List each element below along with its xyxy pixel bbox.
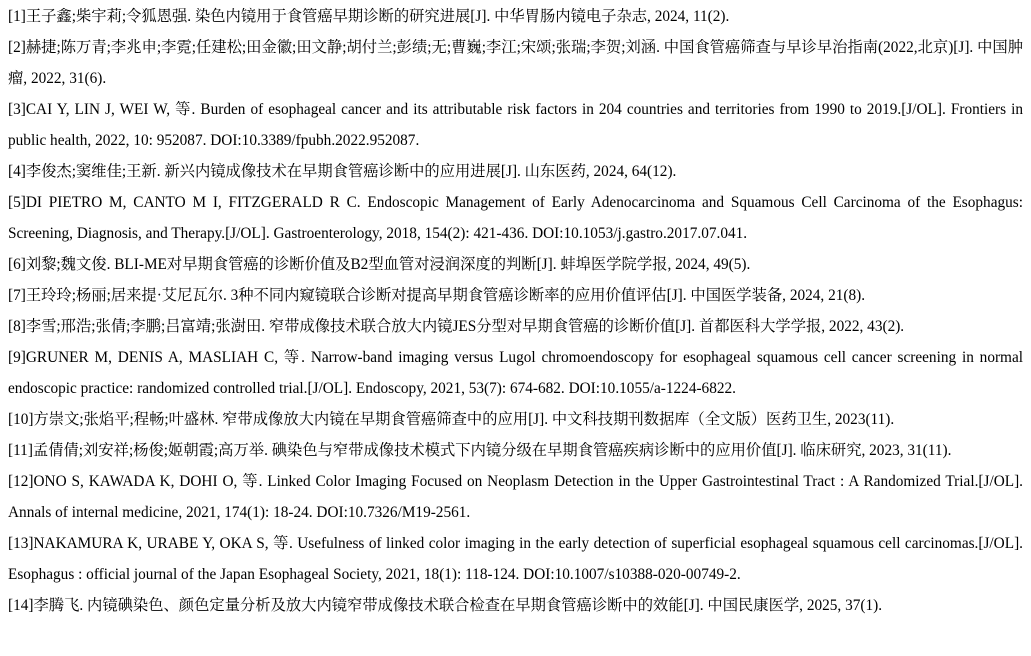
reference-item-2: [2]赫捷;陈万青;李兆申;李霓;任建松;田金徽;田文静;胡付兰;彭绩;无;曹巍;李江;宋颂;张瑞;李贺;刘涵. 中国食管癌筛查与早诊早治指南(2022,北京)[J]. 中国肿瘤, 2022, 31(6). [8, 39, 1023, 87]
reference-item-11: [11]孟倩倩;刘安祥;杨俊;姬朝霞;高万举. 碘染色与窄带成像技术模式下内镜分级在早期食管癌疾病诊断中的应用价值[J]. 临床研究, 2023, 31(11). [8, 442, 952, 459]
reference-item-8: [8]李雪;邢浩;张倩;李鹏;吕富靖;张澍田. 窄带成像技术联合放大内镜JES分型对早期食管癌的诊断价值[J]. 首都医科大学学报, 2022, 43(2). [8, 318, 905, 335]
reference-item-12: [12]ONO S, KAWADA K, DOHI O, 等. Linked Color Imaging Focused on Neoplasm Detection in the Upper Gastrointestinal Tract : A Randomized Trial.[J/OL]. Annals of internal medicine, 2021, 174(1): 18-24. DOI:10.7326/M19-2561. [8, 473, 1023, 521]
reference-item-7: [7]王玲玲;杨丽;居来提·艾尼瓦尔. 3种不同内窥镜联合诊断对提高早期食管癌诊断率的应用价值评估[J]. 中国医学装备, 2024, 21(8). [8, 287, 866, 304]
reference-item-5: [5]DI PIETRO M, CANTO M I, FITZGERALD R C. Endoscopic Management of Early Adenocarcinoma and Squamous Cell Carcinoma of the Esophagus: Screening, Diagnosis, and Therapy.[J/OL]. Gastroenterology, 2018, 154(2): 421-436. DOI:10.1053/j.gastro.2017.07.041. [8, 194, 1023, 242]
reference-item-4: [4]李俊杰;窦维佳;王新. 新兴内镜成像技术在早期食管癌诊断中的应用进展[J]. 山东医药, 2024, 64(12). [8, 163, 677, 180]
reference-item-3: [3]CAI Y, LIN J, WEI W, 等. Burden of esophageal cancer and its attributable risk factors in 204 countries and territories from 1990 to 2019.[J/OL]. Frontiers in public health, 2022, 10: 952087. DOI:10.3389/fpubh.2022.952087. [8, 101, 1023, 149]
reference-item-10: [10]方崇文;张焰平;程畅;叶盛林. 窄带成像放大内镜在早期食管癌筛查中的应用[J]. 中文科技期刊数据库（全文版）医药卫生, 2023(11). [8, 411, 895, 428]
reference-item-1: [1]王子鑫;柴宇莉;令狐恩强. 染色内镜用于食管癌早期诊断的研究进展[J]. 中华胃肠内镜电子杂志, 2024, 11(2). [8, 8, 730, 25]
reference-item-6: [6]刘黎;魏文俊. BLI-ME对早期食管癌的诊断价值及B2型血管对浸润深度的判断[J]. 蚌埠医学院学报, 2024, 49(5). [8, 256, 751, 273]
reference-item-9: [9]GRUNER M, DENIS A, MASLIAH C, 等. Narrow-band imaging versus Lugol chromoendoscopy for esophageal squamous cell cancer screening in normal endoscopic practice: randomized controlled trial.[J/OL]. Endoscopy, 2021, 53(7): 674-682. DOI:10.1055/a-1224-6822. [8, 349, 1023, 397]
reference-item-13: [13]NAKAMURA K, URABE Y, OKA S, 等. Usefulness of linked color imaging in the early detection of superficial esophageal squamous cell carcinomas.[J/OL]. Esophagus : official journal of the Japan Esophageal Society, 2021, 18(1): 118-124. DOI:10.1007/s10388-020-00749-2. [8, 535, 1023, 583]
reference-item-14: [14]李腾飞. 内镜碘染色、颜色定量分析及放大内镜窄带成像技术联合检查在早期食管癌诊断中的效能[J]. 中国民康医学, 2025, 37(1). [8, 597, 883, 614]
